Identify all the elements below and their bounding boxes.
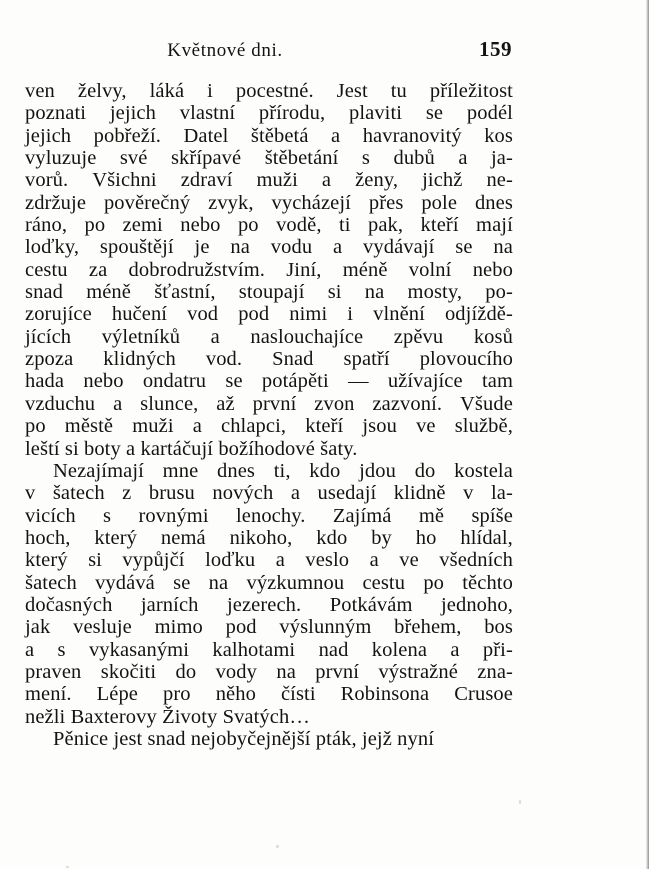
text-word: vodu <box>270 236 313 259</box>
text-word: Všichni <box>92 169 157 192</box>
text-word: zpěvu <box>393 325 444 348</box>
text-word: Lépe <box>96 683 139 706</box>
text-word: zvon <box>314 392 355 415</box>
text-line <box>25 572 513 594</box>
text-word: kos <box>484 124 513 147</box>
text-word: šatech <box>25 571 77 594</box>
text-word: Snad <box>272 348 314 371</box>
text-word: nimi <box>289 303 328 326</box>
text-word: vypůjčí <box>122 549 185 572</box>
text-word: klidně <box>393 482 446 505</box>
text-word: podél <box>466 102 513 125</box>
text-word: naslouchajíce <box>250 325 364 348</box>
text-word: zemi <box>122 214 163 237</box>
text-word: nad <box>318 638 349 661</box>
text-word: až <box>216 392 235 415</box>
text-word: hada <box>25 370 65 393</box>
text-word: méně <box>342 258 388 281</box>
text-word: Datel <box>183 124 229 147</box>
text-word: nemá <box>160 526 206 549</box>
text-word: vlnění <box>373 303 425 326</box>
text-word: se <box>173 571 191 594</box>
text-line <box>25 192 513 214</box>
text-word: si <box>88 549 102 572</box>
text-line <box>25 549 513 571</box>
text-word: vesluje <box>73 616 132 639</box>
text-word: na <box>230 236 250 259</box>
scan-speck <box>276 845 279 848</box>
text-word: jejich <box>25 124 72 147</box>
text-word: spatří <box>343 348 390 371</box>
text-word: ti <box>338 214 351 237</box>
text-word: výletníků <box>101 325 181 348</box>
text-word: je <box>194 236 210 259</box>
text-word: v <box>463 482 474 505</box>
text-word: — <box>347 370 369 393</box>
text-word: ondatru <box>142 370 207 393</box>
text-word: kteří <box>420 214 459 237</box>
text-word: a <box>113 392 123 415</box>
text-word: po <box>25 415 46 438</box>
text-word: kdo <box>309 459 341 482</box>
text-line <box>25 348 513 370</box>
text-line: leští si boty a kartáčují božíhodové šaty. <box>25 437 358 460</box>
text-word: se <box>425 102 444 125</box>
text-word: na <box>276 660 296 683</box>
text-word: zazvoní. <box>372 392 443 415</box>
text-word: hučení <box>111 303 168 326</box>
text-word: klidných <box>103 348 176 371</box>
text-word: vody <box>215 660 257 683</box>
text-word: čísti <box>280 683 316 706</box>
text-word: potápěti <box>261 370 329 393</box>
text-word: příležitost <box>429 80 513 102</box>
text-word: kostela <box>454 459 513 482</box>
text-word: Crusoe <box>454 683 513 706</box>
text-line <box>25 639 513 661</box>
text-word: poznati <box>25 102 87 125</box>
text-line <box>25 527 513 549</box>
text-word: výslunným <box>279 616 372 639</box>
text-line <box>25 147 513 169</box>
text-word: a <box>25 638 35 661</box>
text-word: muži <box>132 415 174 438</box>
text-word: který <box>94 526 137 549</box>
text-word: Zajímá <box>332 504 392 527</box>
text-word: vod. <box>205 348 243 371</box>
text-word: hlídal, <box>460 526 513 549</box>
text-word: loďku <box>205 549 256 572</box>
text-word: zpoza <box>25 348 74 371</box>
text-line <box>25 259 513 281</box>
text-word: po- <box>485 281 513 304</box>
text-word: mení. <box>25 683 72 706</box>
text-word: po <box>237 214 259 237</box>
text-word: nebo <box>472 258 513 281</box>
text-line <box>25 281 513 303</box>
text-word: s <box>57 638 66 661</box>
text-line <box>25 102 513 124</box>
text-word: plaviti <box>348 102 403 125</box>
text-word: do <box>175 660 197 683</box>
text-line <box>25 370 513 392</box>
text-word: pobřeží. <box>93 124 162 147</box>
text-word: odjíždě- <box>444 303 513 326</box>
text-word: rovnými <box>138 504 209 527</box>
text-line <box>25 169 513 191</box>
text-word: za <box>88 258 108 281</box>
text-word: Robinsona <box>340 683 430 706</box>
text-word: praven <box>25 660 82 683</box>
text-word: ja- <box>491 147 513 170</box>
text-line <box>25 303 513 325</box>
text-word: nebo <box>83 370 124 393</box>
text-word: vzduchu <box>25 392 96 415</box>
text-word: po <box>84 214 106 237</box>
text-word: a <box>290 482 301 505</box>
text-word: nikoho, <box>229 526 293 549</box>
text-word: jezerech. <box>226 593 302 616</box>
text-word: a <box>210 325 220 348</box>
text-word: těchto <box>462 571 513 594</box>
text-word: kdo <box>316 526 348 549</box>
text-word: jejich <box>109 102 156 125</box>
text-word: kalhotami <box>212 638 296 661</box>
text-word: a <box>275 549 285 572</box>
text-word: chlapci, <box>221 415 287 438</box>
text-word: při- <box>482 638 513 661</box>
text-word: veslo <box>305 549 350 572</box>
text-word: štěbetání <box>264 147 339 170</box>
text-word: usedají <box>317 482 377 505</box>
text-word: dnes <box>217 459 255 482</box>
text-word: mají <box>476 214 513 237</box>
text-word: užívajíce <box>387 370 463 393</box>
text-word: který <box>25 549 68 572</box>
text-word: výstražné <box>378 660 458 683</box>
text-word: snad <box>25 281 63 304</box>
text-word: i <box>347 303 354 326</box>
text-word: s <box>361 147 370 170</box>
text-word: dubů <box>393 147 435 170</box>
text-word: zvyk, <box>208 191 254 214</box>
text-word: ti, <box>273 459 291 482</box>
text-word: přírodu, <box>258 102 326 125</box>
text-word: plovoucího <box>419 348 513 371</box>
text-word: službě, <box>454 415 513 438</box>
text-word: Všude <box>460 392 513 415</box>
scan-speck <box>519 800 521 804</box>
text-line <box>25 616 513 638</box>
text-line <box>25 505 513 527</box>
text-word: v <box>25 482 36 505</box>
text-word: nebo <box>180 214 221 237</box>
text-word: a <box>192 415 202 438</box>
text-word: muži <box>256 169 298 192</box>
text-word: všedních <box>439 549 513 572</box>
text-word: pocestné. <box>235 80 314 102</box>
text-word: vycházejí <box>271 191 351 214</box>
text-word: hoch, <box>25 526 71 549</box>
text-word: ráno, <box>25 214 68 237</box>
text-word: i <box>207 80 213 102</box>
scan-speck <box>66 866 69 868</box>
text-word: pověrečný <box>103 191 191 214</box>
text-word: ve <box>416 415 436 438</box>
text-word: pak, <box>368 214 404 237</box>
text-word: zna- <box>477 660 513 683</box>
text-word: břehem, <box>394 616 462 639</box>
text-word: by <box>371 526 392 549</box>
text-word: na <box>208 571 229 594</box>
text-word: spouštějí <box>99 236 174 259</box>
text-line <box>53 460 513 482</box>
text-word: první <box>315 660 360 683</box>
text-word: pro <box>163 683 191 706</box>
text-line <box>25 683 513 705</box>
text-word: s <box>103 504 112 527</box>
text-word: na <box>493 236 513 259</box>
text-word: brusu <box>148 482 195 505</box>
text-word: si <box>327 281 342 304</box>
text-word: po <box>423 571 445 594</box>
body-text <box>25 80 513 750</box>
text-line <box>25 415 513 437</box>
page-number: 159 <box>479 37 512 61</box>
text-word: štěbetá <box>250 124 309 147</box>
text-word: ne- <box>486 169 513 192</box>
text-word: la- <box>490 482 513 505</box>
text-word: zdržuje <box>25 191 87 214</box>
text-word: a <box>331 124 341 147</box>
text-word: tu <box>390 80 407 102</box>
text-word: skočiti <box>100 660 157 683</box>
text-word: se <box>455 236 473 259</box>
text-word: stoupají <box>238 281 305 304</box>
text-word: vydává <box>95 571 155 594</box>
text-line <box>25 326 513 348</box>
text-word: přes <box>368 191 404 214</box>
text-word: tam <box>481 370 513 393</box>
text-word: ho <box>415 526 437 549</box>
text-word: dočasných <box>25 593 113 616</box>
text-word: jarních <box>140 593 199 616</box>
text-word: láká <box>149 80 185 102</box>
text-word: dnes <box>474 191 513 214</box>
text-word: pole <box>421 191 458 214</box>
text-line: nežli Baxterovy Životy Svatých… <box>25 705 310 728</box>
text-word: do <box>414 459 436 482</box>
text-word: šatech <box>52 482 105 505</box>
text-line <box>25 125 513 147</box>
text-word: kosů <box>473 325 513 348</box>
text-word: na <box>364 281 385 304</box>
text-word: ženy, <box>355 169 399 192</box>
text-word: ve <box>399 549 419 572</box>
text-word: Nezajímají <box>53 459 144 482</box>
text-word: městě <box>64 415 114 438</box>
text-word: Jest <box>336 80 368 102</box>
text-word: vicích <box>25 504 76 527</box>
text-word: slunce, <box>140 392 199 415</box>
text-word: cestu <box>25 258 68 281</box>
text-word: zdraví <box>180 169 233 192</box>
text-word: mne <box>162 459 199 482</box>
text-word: lenochy. <box>235 504 306 527</box>
text-line <box>25 594 513 616</box>
text-word: loďky, <box>25 236 80 259</box>
text-word: něho <box>215 683 256 706</box>
text-word: vodě, <box>276 214 322 237</box>
text-word: mosty, <box>407 281 463 304</box>
running-head <box>25 38 512 64</box>
text-line <box>25 482 513 504</box>
text-word: a <box>369 549 379 572</box>
text-word: a <box>333 236 343 259</box>
text-word: vykasanými <box>88 638 190 661</box>
text-line <box>25 661 513 683</box>
text-word: pod <box>238 303 270 326</box>
text-word: kteří <box>305 415 344 438</box>
text-word: jednoho, <box>440 593 513 616</box>
text-word: cestu <box>362 571 406 594</box>
text-word: jsou <box>362 415 397 438</box>
text-word: nových <box>212 482 274 505</box>
text-word: první <box>252 392 297 415</box>
text-word: mimo <box>154 616 203 639</box>
text-word: zorujíce <box>25 303 92 326</box>
text-word: skřípavé <box>170 147 242 170</box>
text-line <box>25 236 513 258</box>
text-word: se <box>225 370 243 393</box>
text-word: a <box>450 638 460 661</box>
text-word: jících <box>25 325 72 348</box>
text-word: volní <box>408 258 452 281</box>
text-word: Jiní, <box>286 258 322 281</box>
text-line <box>25 80 513 102</box>
text-word: mě <box>418 504 445 527</box>
text-word: spíše <box>471 504 513 527</box>
text-word: vorů. <box>25 169 69 192</box>
text-word: bos <box>484 616 513 639</box>
text-word: vod <box>187 303 219 326</box>
text-word: vlastní <box>179 102 236 125</box>
running-head-title: Květnové dni. <box>167 40 283 61</box>
text-word: šťastní, <box>154 281 216 304</box>
text-word: Potkávám <box>329 593 413 616</box>
text-line <box>25 214 513 236</box>
text-word: pod <box>225 616 257 639</box>
text-word: a <box>458 147 468 170</box>
text-word: své <box>119 147 148 170</box>
text-word: dobrodružstvím. <box>128 258 265 281</box>
text-word: jdou <box>359 459 396 482</box>
text-word: ven <box>25 80 55 102</box>
text-word: méně <box>86 281 131 304</box>
text-line <box>25 393 513 415</box>
text-word: jak <box>25 616 51 639</box>
text-line: Pěnice jest snad nejobyčejnější pták, jejž nyní <box>53 727 434 750</box>
text-word: jichž <box>422 169 463 192</box>
text-word: vydávají <box>363 236 435 259</box>
text-word: vyluzuje <box>25 147 97 170</box>
text-word: a <box>321 169 332 192</box>
text-word: kolena <box>371 638 428 661</box>
text-word: výzkumnou <box>246 571 345 594</box>
text-word: havranovitý <box>362 124 462 147</box>
text-word: z <box>122 482 132 505</box>
text-word: želvy, <box>77 80 127 102</box>
